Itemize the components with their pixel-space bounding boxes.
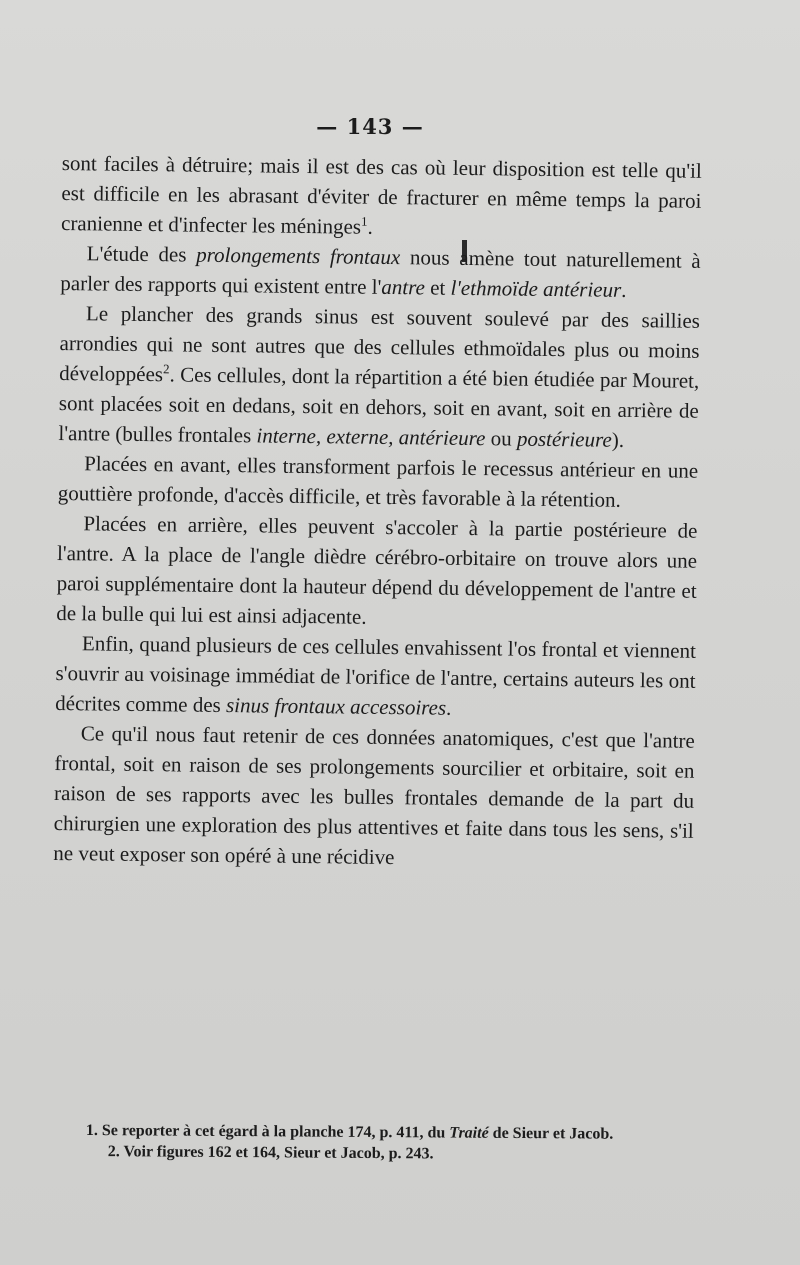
footnote-text: de Sieur et Jacob. [488, 1124, 614, 1143]
paragraph-text: . [367, 214, 373, 239]
italic-term: postérieure [516, 426, 612, 452]
paragraph-conclusion: Ce qu'il nous faut retenir de ces données anatomiques, c'est que l'antre frontal, soit en raison de ses prolongements sourcilier et orbitaire, soit en raison de ses rapports avec les bulles frontales demande de la part du chirurgien une exploration des plus attentives et faite dans tous les sens, s'il ne veut exposer son opéré à une récidive [53, 721, 695, 870]
italic-term: Traité [449, 1124, 489, 1142]
paragraph-prolongements [60, 238, 701, 306]
paragraph-text: . [445, 695, 452, 720]
footnote-2: 2. Voir figures 162 et 164, Sieur et Jacob, p. 243. [107, 1143, 434, 1163]
paragraph-text: Enfin, quand plusieurs de ces cellules envahissent l'os frontal et viennent s'ouvrir au voisinage immédiat de l'orifice de l'antre, certains auteurs les ont décrites comme des [55, 631, 697, 718]
page-number: — 143 — [316, 114, 424, 139]
italic-term: interne, externe, antérieure [256, 423, 486, 451]
paragraph-text: . [621, 277, 627, 302]
body-text [53, 148, 702, 876]
paragraph-text: sont faciles à détruire; mais il est des cas où leur disposition est telle qu'il est difficile en les abrasant d'éviter de fracturer en même temps la paroi cranienne et d'infecter les méninges [60, 150, 702, 239]
paragraph-text: nous amène tout naturellement à parler des rapports qui existent entre l' [60, 245, 701, 299]
paragraph-text: Le plancher des grands sinus est souvent soulevé par des saillies arrondies qui ne sont autres que des cellules ethmoïdales plus ou moins développées [59, 301, 701, 387]
paragraph-text: et [424, 275, 451, 300]
paragraph-enfin [55, 628, 696, 726]
paragraph-avant: Placées en avant, elles transforment parfois le recessus antérieur en une gouttière profonde, d'accès difficile, et très favorable à la rétention. [57, 451, 699, 512]
footnote-ref: 2 [163, 361, 170, 377]
italic-term: prolongements frontaux [196, 242, 401, 270]
footnotes [86, 1120, 710, 1166]
paragraph-continuation [61, 148, 702, 246]
italic-term: l'ethmoïde antérieur [450, 275, 622, 302]
paragraph-text: . Ces cellules, dont la répartition a été bien étudiée par Mouret, sont placées soit en dedans, soit en dehors, soit en avant, soit en arrière de l'antre (bulles frontales [58, 362, 700, 448]
paragraph-text: ). [611, 427, 625, 452]
footnote-text: 1. Se reporter à cet égard à la planche 174, p. 411, du [85, 1122, 450, 1142]
paragraph-plancher [58, 298, 700, 456]
italic-term: sinus frontaux accessoires [225, 693, 447, 720]
italic-term: antre [381, 274, 426, 300]
paragraph-arriere: Placées en arrière, elles peuvent s'accoler à la partie postérieure de l'antre. A la place de l'angle dièdre cérébro-orbitaire on trouve alors une paroi supplémentaire dont la hauteur dépend du développement de l'antre et de la bulle qui lui est ainsi adjacente. [56, 511, 698, 629]
paragraph-text: ou [485, 426, 518, 451]
footnote-ref: 1 [361, 213, 368, 229]
paragraph-text: L'étude des [86, 241, 197, 267]
